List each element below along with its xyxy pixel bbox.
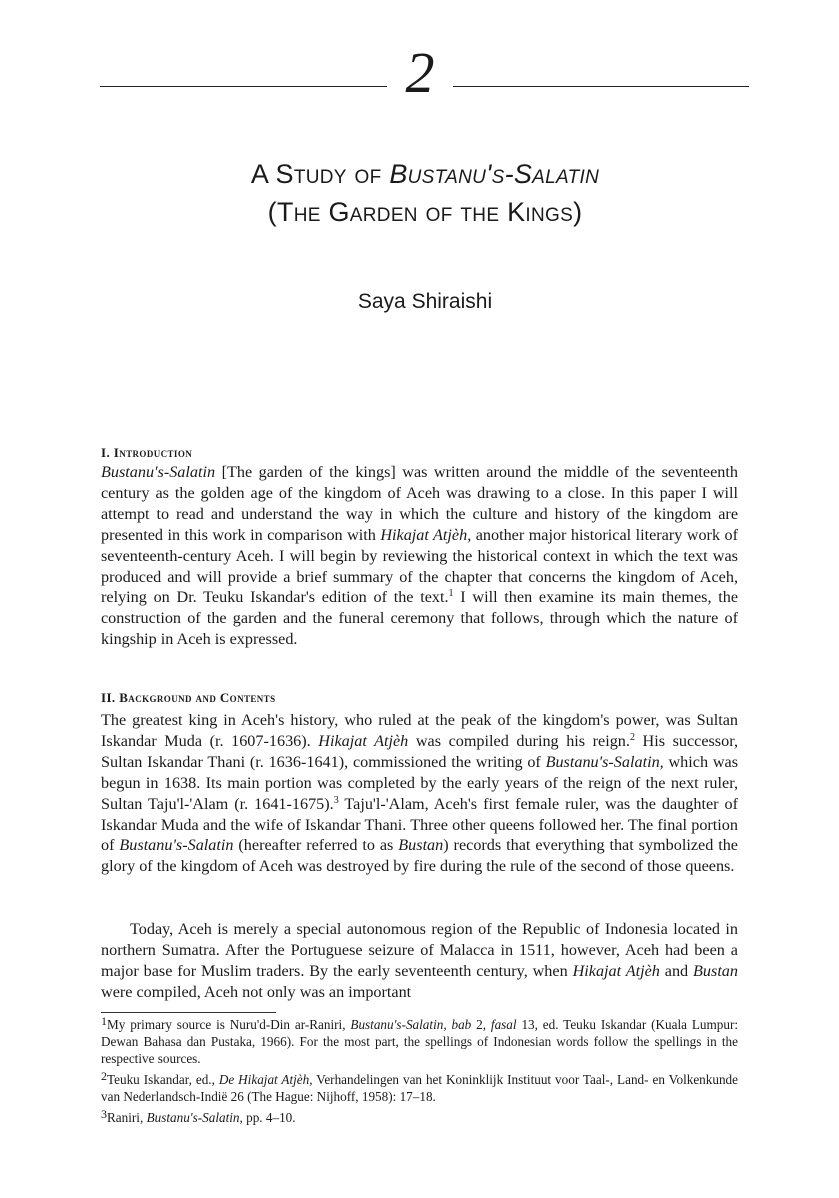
paragraph-introduction: Bustanu's-Salatin [The garden of the kings] was written around the middle of the seventeenth century as the golden age of the kingdom of Aceh was drawing to a close. In this paper I will attempt to read and understand the way in which the culture and history of the kingdom are presented in this work in comparison with Hikajat Atjèh, another major historical literary work of seventeenth-century Aceh. I will begin by reviewing the historical context in which the text was produced and will provide a brief summary of the chapter that concerns the kingdom of Aceh, relying on Dr. Teuku Iskandar's edition of the text.$^1$ I will then examine its main themes, the construction of the garden and the funeral ceremony that follows, through which the nature of kingship in Aceh is expressed. — [101, 463, 738, 649]
author-name: Saya Shiraishi — [357, 290, 493, 313]
footnote-ref-3[interactable]: 3 — [333, 794, 339, 806]
header-rule-right — [453, 86, 749, 87]
chapter-title-line-1 — [100, 158, 750, 190]
paragraph-today: Today, Aceh is merely a special autonomous region of the Republic of Indonesia located in northern Sumatra. After the Portuguese seizure of Malacca in 1511, however, Aceh had been a major base for Muslim traders. By the early seventeenth century, when Hikajat Atjèh and Bustan were compiled, Aceh not only was an important — [101, 920, 738, 1001]
footnote-1: $^1$My primary source is Nuru'd-Din ar-Raniri, Bustanu's-Salatin, bab 2, fasal 13, ed. Teuku Iskandar (Kuala Lumpur: Dewan Bahasa dan Pustaka, 1966). For the most part, the spellings of Indonesian words follow the spellings in the respective sources. — [101, 1014, 738, 1066]
title-work-name: Bustanu's-Salatin — [389, 159, 600, 189]
footnote-separator — [101, 1012, 276, 1013]
title-prefix: A Study of — [250, 159, 390, 189]
footnote-2: $^2$Teuku Iskandar, ed., De Hikajat Atjèh, Verhandelingen van het Koninklijk Instituut voor Taal-, Land- en Volkenkunde van Nederlandsch-Indië 26 (The Hague: Nijhoff, 1958): 17–18. — [101, 1069, 739, 1104]
footnotes — [101, 1016, 738, 1126]
chapter-title-line-2: (The Garden of the Kings) — [267, 197, 583, 227]
section-heading-introduction: I. Introduction — [101, 445, 193, 460]
chapter-number: 2 — [405, 40, 435, 105]
section-heading-background: II. Background and Contents — [101, 690, 276, 705]
footnote-ref-2[interactable]: 2 — [629, 731, 635, 743]
footnote-ref-1[interactable]: 1 — [448, 588, 454, 600]
header-rule-left — [100, 86, 387, 87]
paragraph-background: The greatest king in Aceh's history, who ruled at the peak of the kingdom's power, was Sultan Iskandar Muda (r. 1607-1636). Hikajat Atjèh was compiled during his reign.$^2$ His successor, Sultan Iskandar Thani (r. 1636-1641), commissioned the writing of Bustanu's-Salatin, which was begun in 1638. Its main portion was completed by the early years of the reign of the next ruler, Sultan Taju'l-'Alam (r. 1641-1675).$^3$ Taju'l-'Alam, Aceh's first female ruler, was the daughter of Iskandar Muda and the wife of Iskandar Thani. Three other queens followed her. The final portion of Bustanu's-Salatin (hereafter referred to as Bustan) records that everything that symbolized the glory of the kingdom of Aceh was destroyed by fire during the rule of the second of those queens. — [101, 711, 738, 876]
footnote-3: $^3$Raniri, Bustanu's-Salatin, pp. 4–10. — [101, 1107, 296, 1125]
chapter-header — [100, 40, 750, 128]
